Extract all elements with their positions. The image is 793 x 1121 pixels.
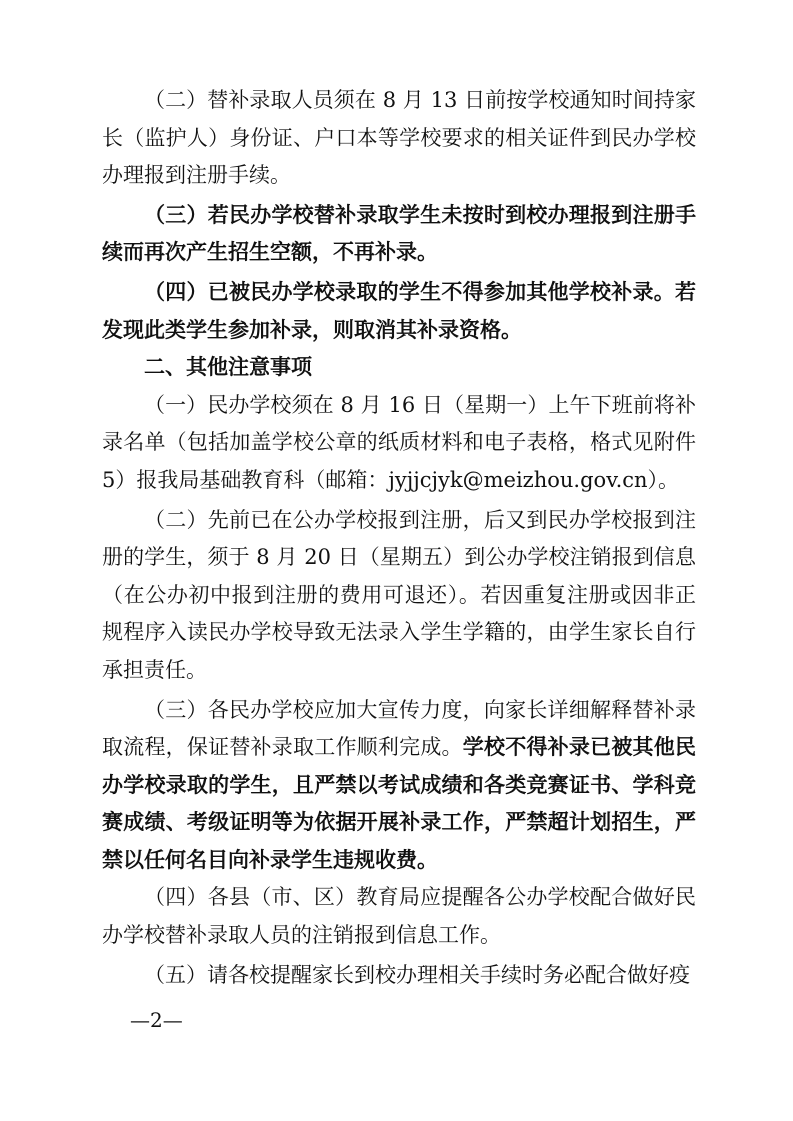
page-number: —2—: [130, 1008, 183, 1032]
paragraph-epidemic: （五）请各校提醒家长到校办理相关手续时务必配合做好疫: [144, 962, 690, 987]
paragraph-cancel-registration: （二）先前已在公办学校报到注册，后又到民办学校报到注册的学生，须于 8 月 20 日（星期五）到公办学校注销报到信息（在公办初中报到注册的费用可退还）。若因重复注册或因非正规程序入读民办学校导致无法录入学生学籍的，由学生家长自行承担责任。: [102, 507, 696, 682]
paragraph-publicity-normal: （三）各民办学校应加大宣传力度，向家长详细解释替补录取流程，保证替补录取工作顺利完成。: [102, 697, 696, 760]
paragraph-county-bureaus: （四）各县（市、区）教育局应提醒各公办学校配合做好民办学校替补录取人员的注销报到信息工作。: [102, 885, 696, 948]
paragraph-submit-list: （一）民办学校须在 8 月 16 日（星期一）上午下班前将补录名单（包括加盖学校公章的纸质材料和电子表格，格式见附件 5）报我局基础教育科（邮箱：jyjjcjyk@meizhou.gov.cn）。: [102, 392, 696, 492]
section-heading-other-notes: 二、其他注意事项: [144, 355, 312, 380]
paragraph-no-second-supplement: （三）若民办学校替补录取学生未按时到校办理报到注册手续而再次产生招生空额，不再补录。: [102, 202, 696, 265]
paragraph-publicity-bold: 学校不得补录已被其他民办学校录取的学生，且严禁以考试成绩和各类竞赛证书、学科竞赛成绩、考级证明等为依据开展补录工作，严禁超计划招生，严禁以任何名目向补录学生违规收费。: [102, 735, 697, 872]
paragraph-admitted-students: （四）已被民办学校录取的学生不得参加其他学校补录。若发现此类学生参加补录，则取消其补录资格。: [102, 279, 696, 342]
document-body: [102, 82, 696, 994]
paragraph-publicity: [102, 692, 696, 880]
paragraph-registration: （二）替补录取人员须在 8 月 13 日前按学校通知时间持家长（监护人）身份证、户口本等学校要求的相关证件到民办学校办理报到注册手续。: [102, 88, 696, 188]
